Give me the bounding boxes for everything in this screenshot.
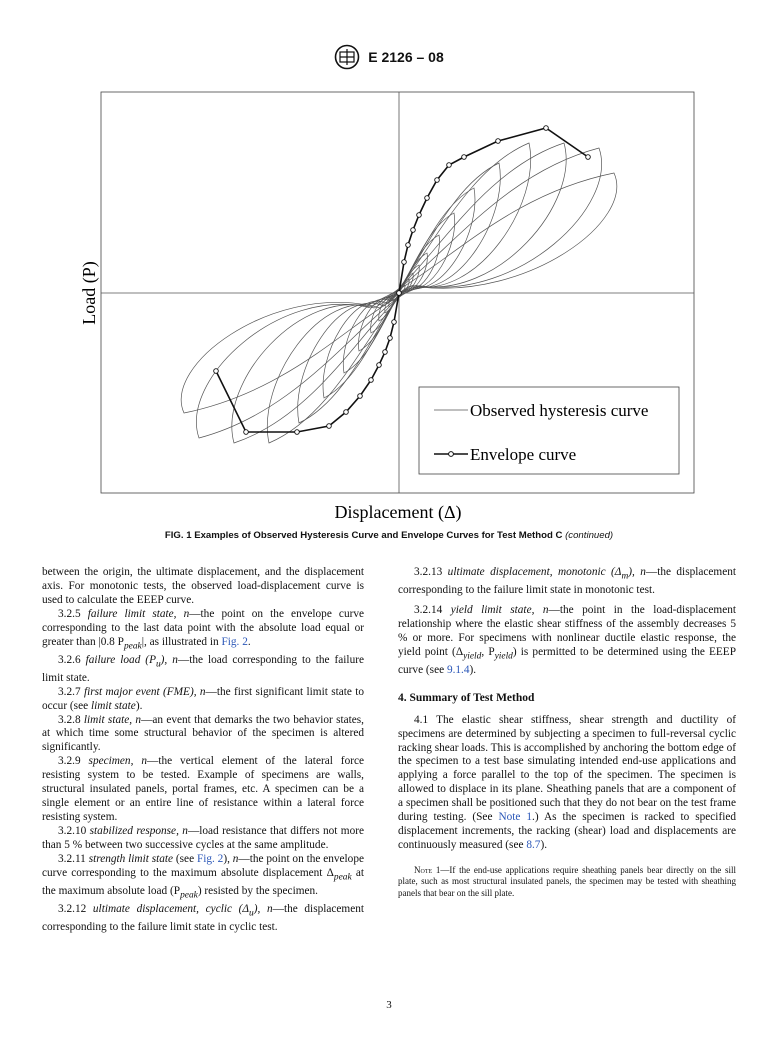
envelope-point [327,424,332,429]
figure-caption: FIG. 1 Examples of Observed Hysteresis Curve and Envelope Curves for Test Method C (continued) [164,530,614,541]
def-limit-state: 3.2.8 limit state, n—an event that demarks the two behavior states, at which time some structural behavior of the specimen is altered significantly. [42,713,365,754]
x-axis-label: Displacement (Δ) [334,502,462,522]
envelope-point [244,430,249,435]
def-yield-limit-state: 3.2.14 yield limit state, n—the point in the load-displacement relationship where the elastic shear stiffness of the assembly decreases 5 % or more. For specimens with nonlinear ductile elastic response, the yield point ($\Delta_{yield}$, $P_{yield}$) is permitted to be determined using the EEEP curve (see 9.1.4). [398,604,737,676]
envelope-point [411,228,416,233]
envelope-point [377,363,382,368]
envelope-point [417,213,422,218]
note-1: Note 1—If the end-use applications require sheathing panels bear directly on the sill plate, such as most structural insulated panels, the specimen may be tested with sheathing panels that bear on the sill plate. [398,864,736,898]
envelope-point [586,155,591,160]
def-ultimate-displacement-monotonic: 3.2.13 ultimate displacement, monotonic $(\Delta_m)$, n—the displacement corresponding to the failure limit state in monotonic test. [398,566,737,597]
legend-envelope-label: Envelope curve [470,445,577,464]
envelope-curve [216,128,588,432]
envelope-point [369,378,374,383]
note1-link[interactable]: Note 1 [498,811,533,824]
para-eeep: between the origin, the ultimate displacement, and the displacement axis. For monotonic tests, the observed load-displacement curve is used to calculate the EEEP curve. [42,566,364,606]
section-heading: 4. Summary of Test Method [398,691,535,704]
envelope-point [544,126,549,131]
para-4-1: 4.1 The elastic shear stiffness, shear strength and ductility of specimens are determined by subjecting a specimen to full-reversal cyclic racking shear loads. This is accomplished by anchoring the bottom edge of the specimen to a test base simulating intended end-use applications and applying a force parallel to the top of the specimen. The specimen is allowed to displace in its plane. Sheathing panels that are a component of a specimen shall be positioned such that they do not bear on the test frame during testing. (See Note 1.) As the specimen is racked to specified displacement increments, the racking (shear) load and displacements are continuously measured (see 8.7). [398,713,737,851]
y-axis-label: Load (P) [79,261,99,325]
envelope-point [397,291,402,296]
fig2-link-2[interactable]: Fig. 2 [196,852,224,865]
left-column [42,566,364,935]
legend-hysteresis-label: Observed hysteresis curve [470,401,649,420]
envelope-point [496,139,501,144]
envelope-point [402,260,407,265]
fig2-link[interactable]: Fig. 2 [221,635,248,648]
envelope-point [295,430,300,435]
envelope-point [388,336,393,341]
section-9-1-4-link[interactable]: 9.1.4 [446,663,470,676]
def-strength-limit-state: 3.2.11 strength limit state (see Fig. 2), n—the point on the envelope curve corresponding to the maximum absolute displacement $\Delta_{peak}$ at the maximum absolute load $(P_{peak})$ resisted by the specimen. [42,852,364,900]
standard-designation: E 2126 – 08 [368,49,444,65]
page-number: 3 [386,999,392,1011]
envelope-point [447,163,452,168]
envelope-point [383,350,388,355]
def-stabilized-response: 3.2.10 stabilized response, n—load resistance that differs not more than 5 % between two successive cycles at the same amplitude. [42,824,365,851]
envelope-point [462,155,467,160]
legend-envelope-marker [449,452,454,457]
envelope-point [435,178,440,183]
envelope-point [358,394,363,399]
envelope-point [406,243,411,248]
def-ultimate-displacement-cyclic: 3.2.12 ultimate displacement, cyclic $(\Delta_u)$, n—the displacement corresponding to the failure limit state in cyclic test. [42,902,365,933]
envelope-point [392,320,397,325]
def-failure-limit-state: 3.2.5 failure limit state, n—the point on the envelope curve corresponding to the last data point with the absolute load equal or greater than |0.8 $P_{peak}|$, as illustrated in Fig. 2. [42,607,365,651]
def-failure-load: 3.2.6 failure load $(P_u)$, n—the load corresponding to the failure limit state. [42,653,364,684]
def-fme: 3.2.7 first major event (FME), n—the first significant limit state to occur (see limit state). [42,685,365,712]
envelope-point [344,410,349,415]
right-column [398,566,736,899]
envelope-point [425,196,430,201]
envelope-point [214,369,219,374]
def-specimen: 3.2.9 specimen, n—the vertical element of the lateral force resisting system to be tested. Example of specimens are walls, structural insulated panels, portal frames, etc. A specimen can be a single element or an entire line of resistance within a lateral force resisting system. [42,755,365,823]
section-8-7-link[interactable]: 8.7 [526,838,541,851]
